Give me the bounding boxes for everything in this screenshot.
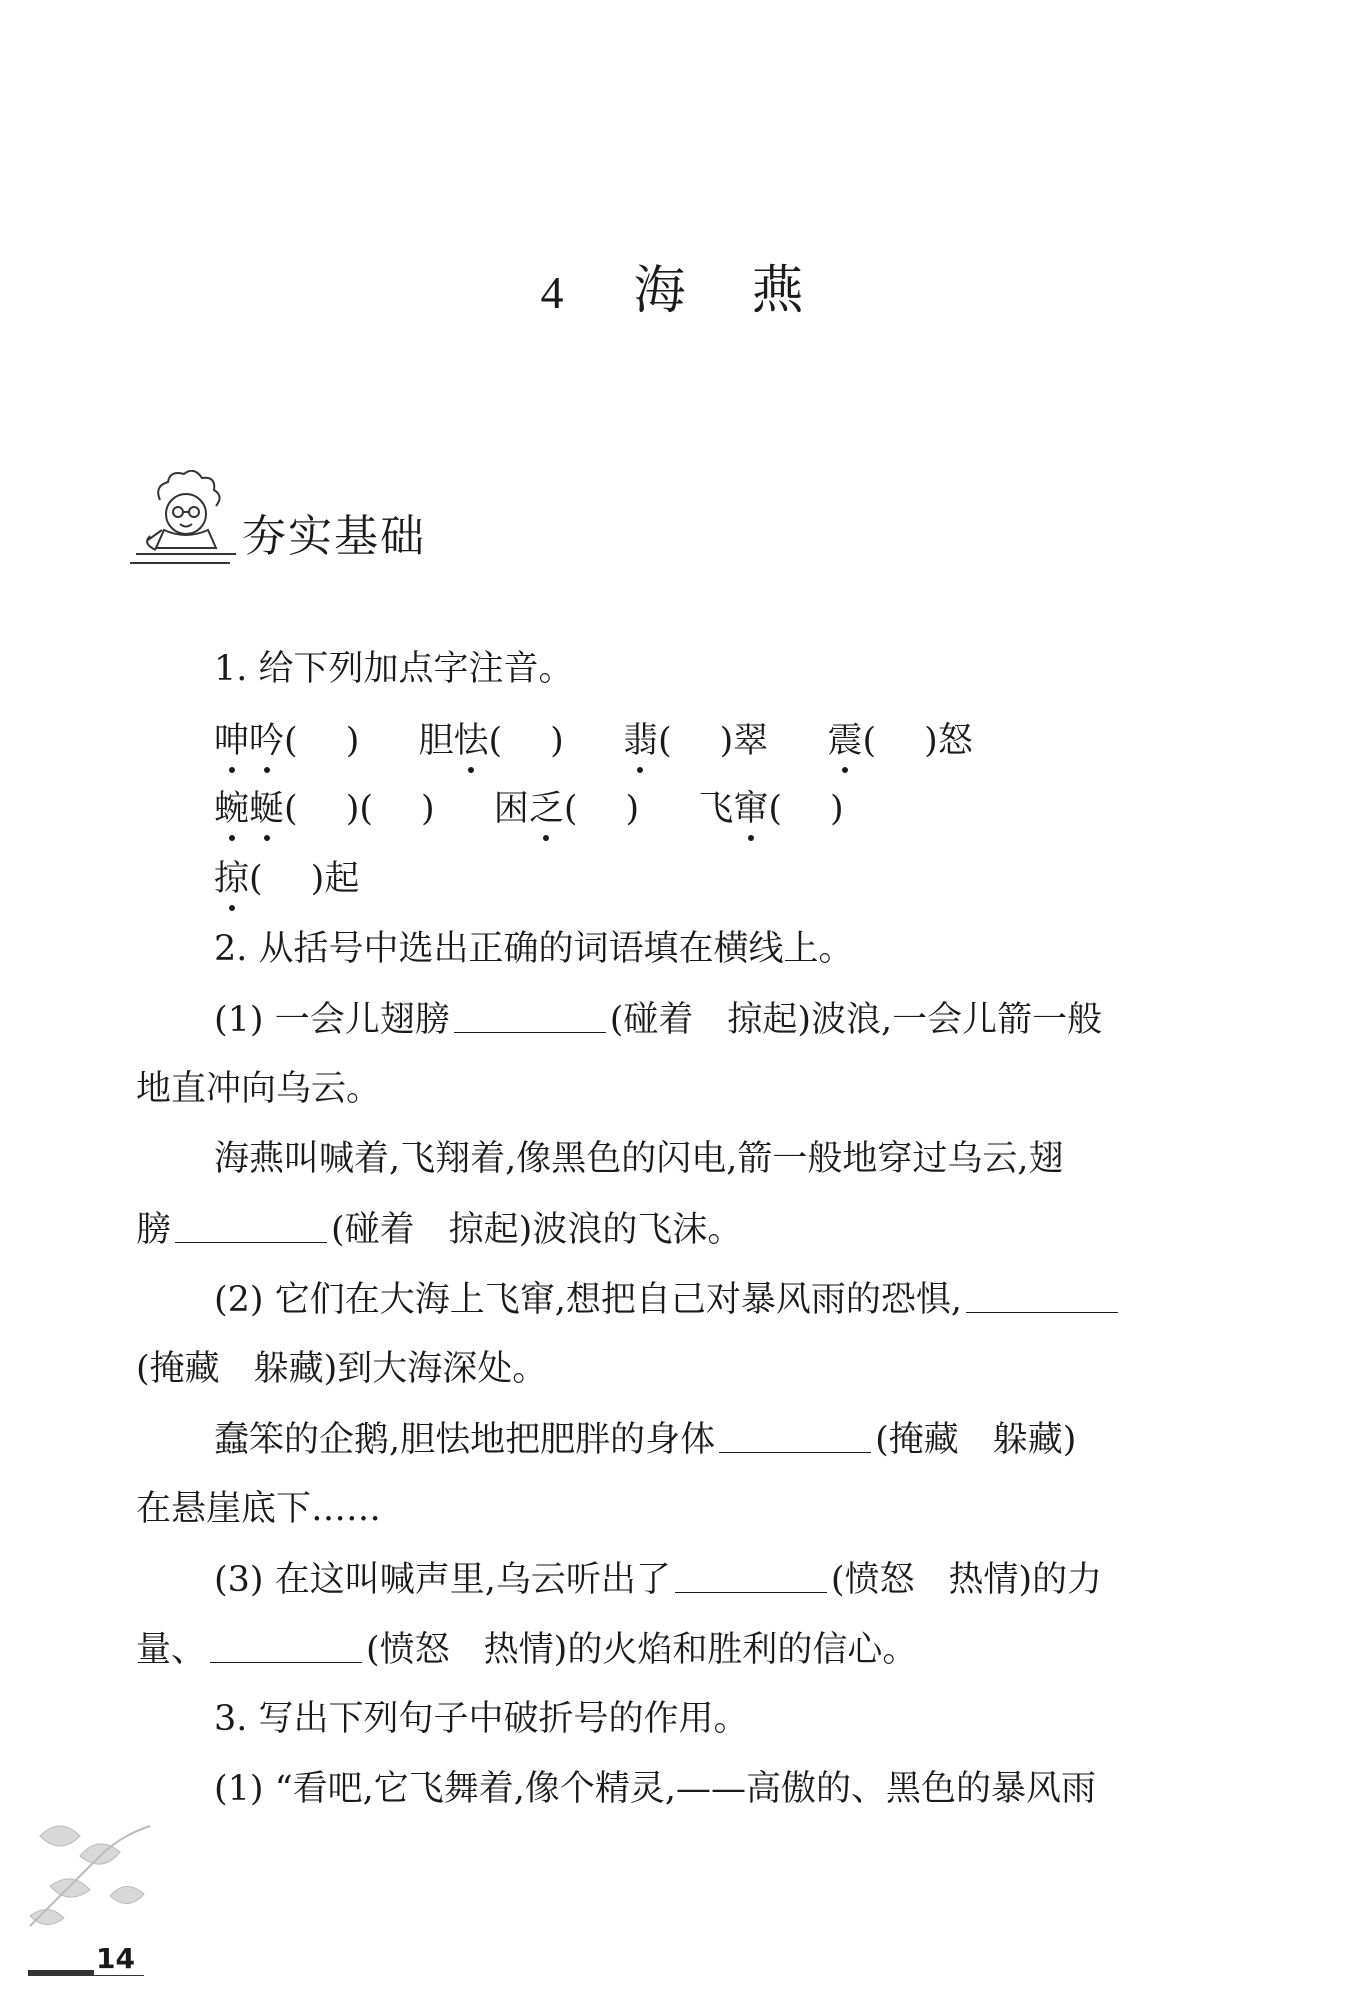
char-qie: 怯	[453, 721, 489, 761]
q2-1-text-f: 膀	[136, 1210, 172, 1250]
q2-2-text-c: 躲藏)到大海深处。	[253, 1349, 548, 1389]
q2-3-line-2	[136, 1632, 917, 1668]
q2-2-line-3	[214, 1422, 1076, 1458]
q2-1-line-2: 地直冲向乌云。	[136, 1069, 382, 1109]
q2-1-line-1	[214, 1002, 1102, 1038]
char-qi: 起	[324, 859, 360, 899]
q2-2-text-a: (2) 它们在大海上飞窜,想把自己对暴风雨的恐惧,	[214, 1280, 962, 1320]
option-fennu: (愤怒	[366, 1630, 450, 1670]
char-fei2: 飞	[698, 789, 734, 829]
answer-blank[interactable]	[675, 1562, 827, 1593]
answer-blank[interactable]	[966, 1282, 1118, 1313]
q2-3-text-a: (3) 在这叫喊声里,乌云听出了	[214, 1560, 671, 1600]
answer-blank[interactable]	[454, 1002, 606, 1033]
q2-1-line-3: 海燕叫喊着,飞翔着,像黑色的闪电,箭一般地穿过乌云,翅	[214, 1139, 1064, 1179]
title-char-2: 燕	[751, 261, 810, 321]
q2-1-text-h: 掠起)波浪的飞沫。	[448, 1210, 743, 1250]
char-zhen: 震	[827, 721, 863, 761]
question-2-heading: 2. 从括号中选出正确的词语填在横线上。	[214, 929, 854, 969]
option-pengzhe: (碰着	[609, 1000, 694, 1040]
page-title	[0, 248, 1350, 323]
option-yancang: (掩藏	[136, 1349, 220, 1389]
q2-3-line-1	[214, 1562, 1102, 1598]
section-header	[130, 470, 510, 570]
q1-row-2: 蜿蜒( )( ) 困乏( ) 飞窜( )	[214, 789, 844, 829]
question-1-heading: 1. 给下列加点字注音。	[214, 649, 574, 689]
option-fennu: (愤怒	[830, 1560, 915, 1600]
q3-1-line-1: (1) “看吧,它飞舞着,像个精灵,——高傲的、黑色的暴风雨	[214, 1769, 1096, 1809]
q2-3-text-d: 量、	[136, 1630, 207, 1670]
option-pengzhe: (碰着	[331, 1210, 415, 1250]
section-underline	[130, 562, 230, 564]
section-title: 夯实基础	[242, 511, 426, 562]
q2-1-text-a: (1) 一会儿翅膀	[214, 1000, 450, 1040]
char-dan: 胆	[418, 721, 454, 761]
q2-2-line-1	[214, 1282, 1122, 1318]
title-char-1: 海	[633, 261, 692, 321]
teacher-mascot-icon	[130, 470, 242, 566]
q2-2-line-4: 在悬崖底下……	[136, 1489, 382, 1529]
footer-bar	[28, 1970, 94, 1976]
q2-1-text-c: 掠起)波浪,一会儿箭一般	[727, 1000, 1103, 1040]
char-fei: 翡	[622, 721, 658, 761]
question-3-heading: 3. 写出下列句子中破折号的作用。	[214, 1699, 749, 1739]
char-nu: 怒	[937, 721, 973, 761]
q2-3-text-c: 热情)的力	[948, 1560, 1103, 1600]
page-number: 14	[96, 1942, 135, 1975]
answer-blank[interactable]	[175, 1212, 327, 1243]
char-kun: 困	[493, 789, 529, 829]
q2-3-text-f: 热情)的火焰和胜利的信心。	[483, 1630, 918, 1670]
lesson-number: 4	[540, 267, 570, 318]
answer-blank[interactable]	[719, 1422, 871, 1453]
footer-line	[94, 1975, 144, 1976]
q2-1-line-4	[136, 1212, 742, 1248]
leaf-decoration-icon	[20, 1806, 170, 1936]
char-cuan: 窜	[733, 789, 769, 829]
char-yin: 吟	[249, 721, 285, 761]
char-fa: 乏	[528, 789, 564, 829]
char-wan: 蜿	[214, 789, 250, 829]
q1-row-3: 掠( )起	[214, 859, 360, 899]
char-shen: 呻	[214, 721, 250, 761]
char-cui: 翠	[733, 721, 769, 761]
char-yan: 蜒	[249, 789, 285, 829]
q2-2-line-2	[136, 1349, 548, 1389]
option-yancang: (掩藏	[875, 1420, 959, 1460]
q1-row-1: 呻吟( ) 胆怯( ) 翡( )翠 震( )怒	[214, 721, 973, 761]
q2-2-text-d: 蠢笨的企鹅,胆怯地把肥胖的身体	[214, 1420, 716, 1460]
char-lue: 掠	[214, 859, 250, 899]
answer-blank[interactable]	[210, 1632, 362, 1663]
option-duocang: 躲藏)	[992, 1420, 1077, 1460]
